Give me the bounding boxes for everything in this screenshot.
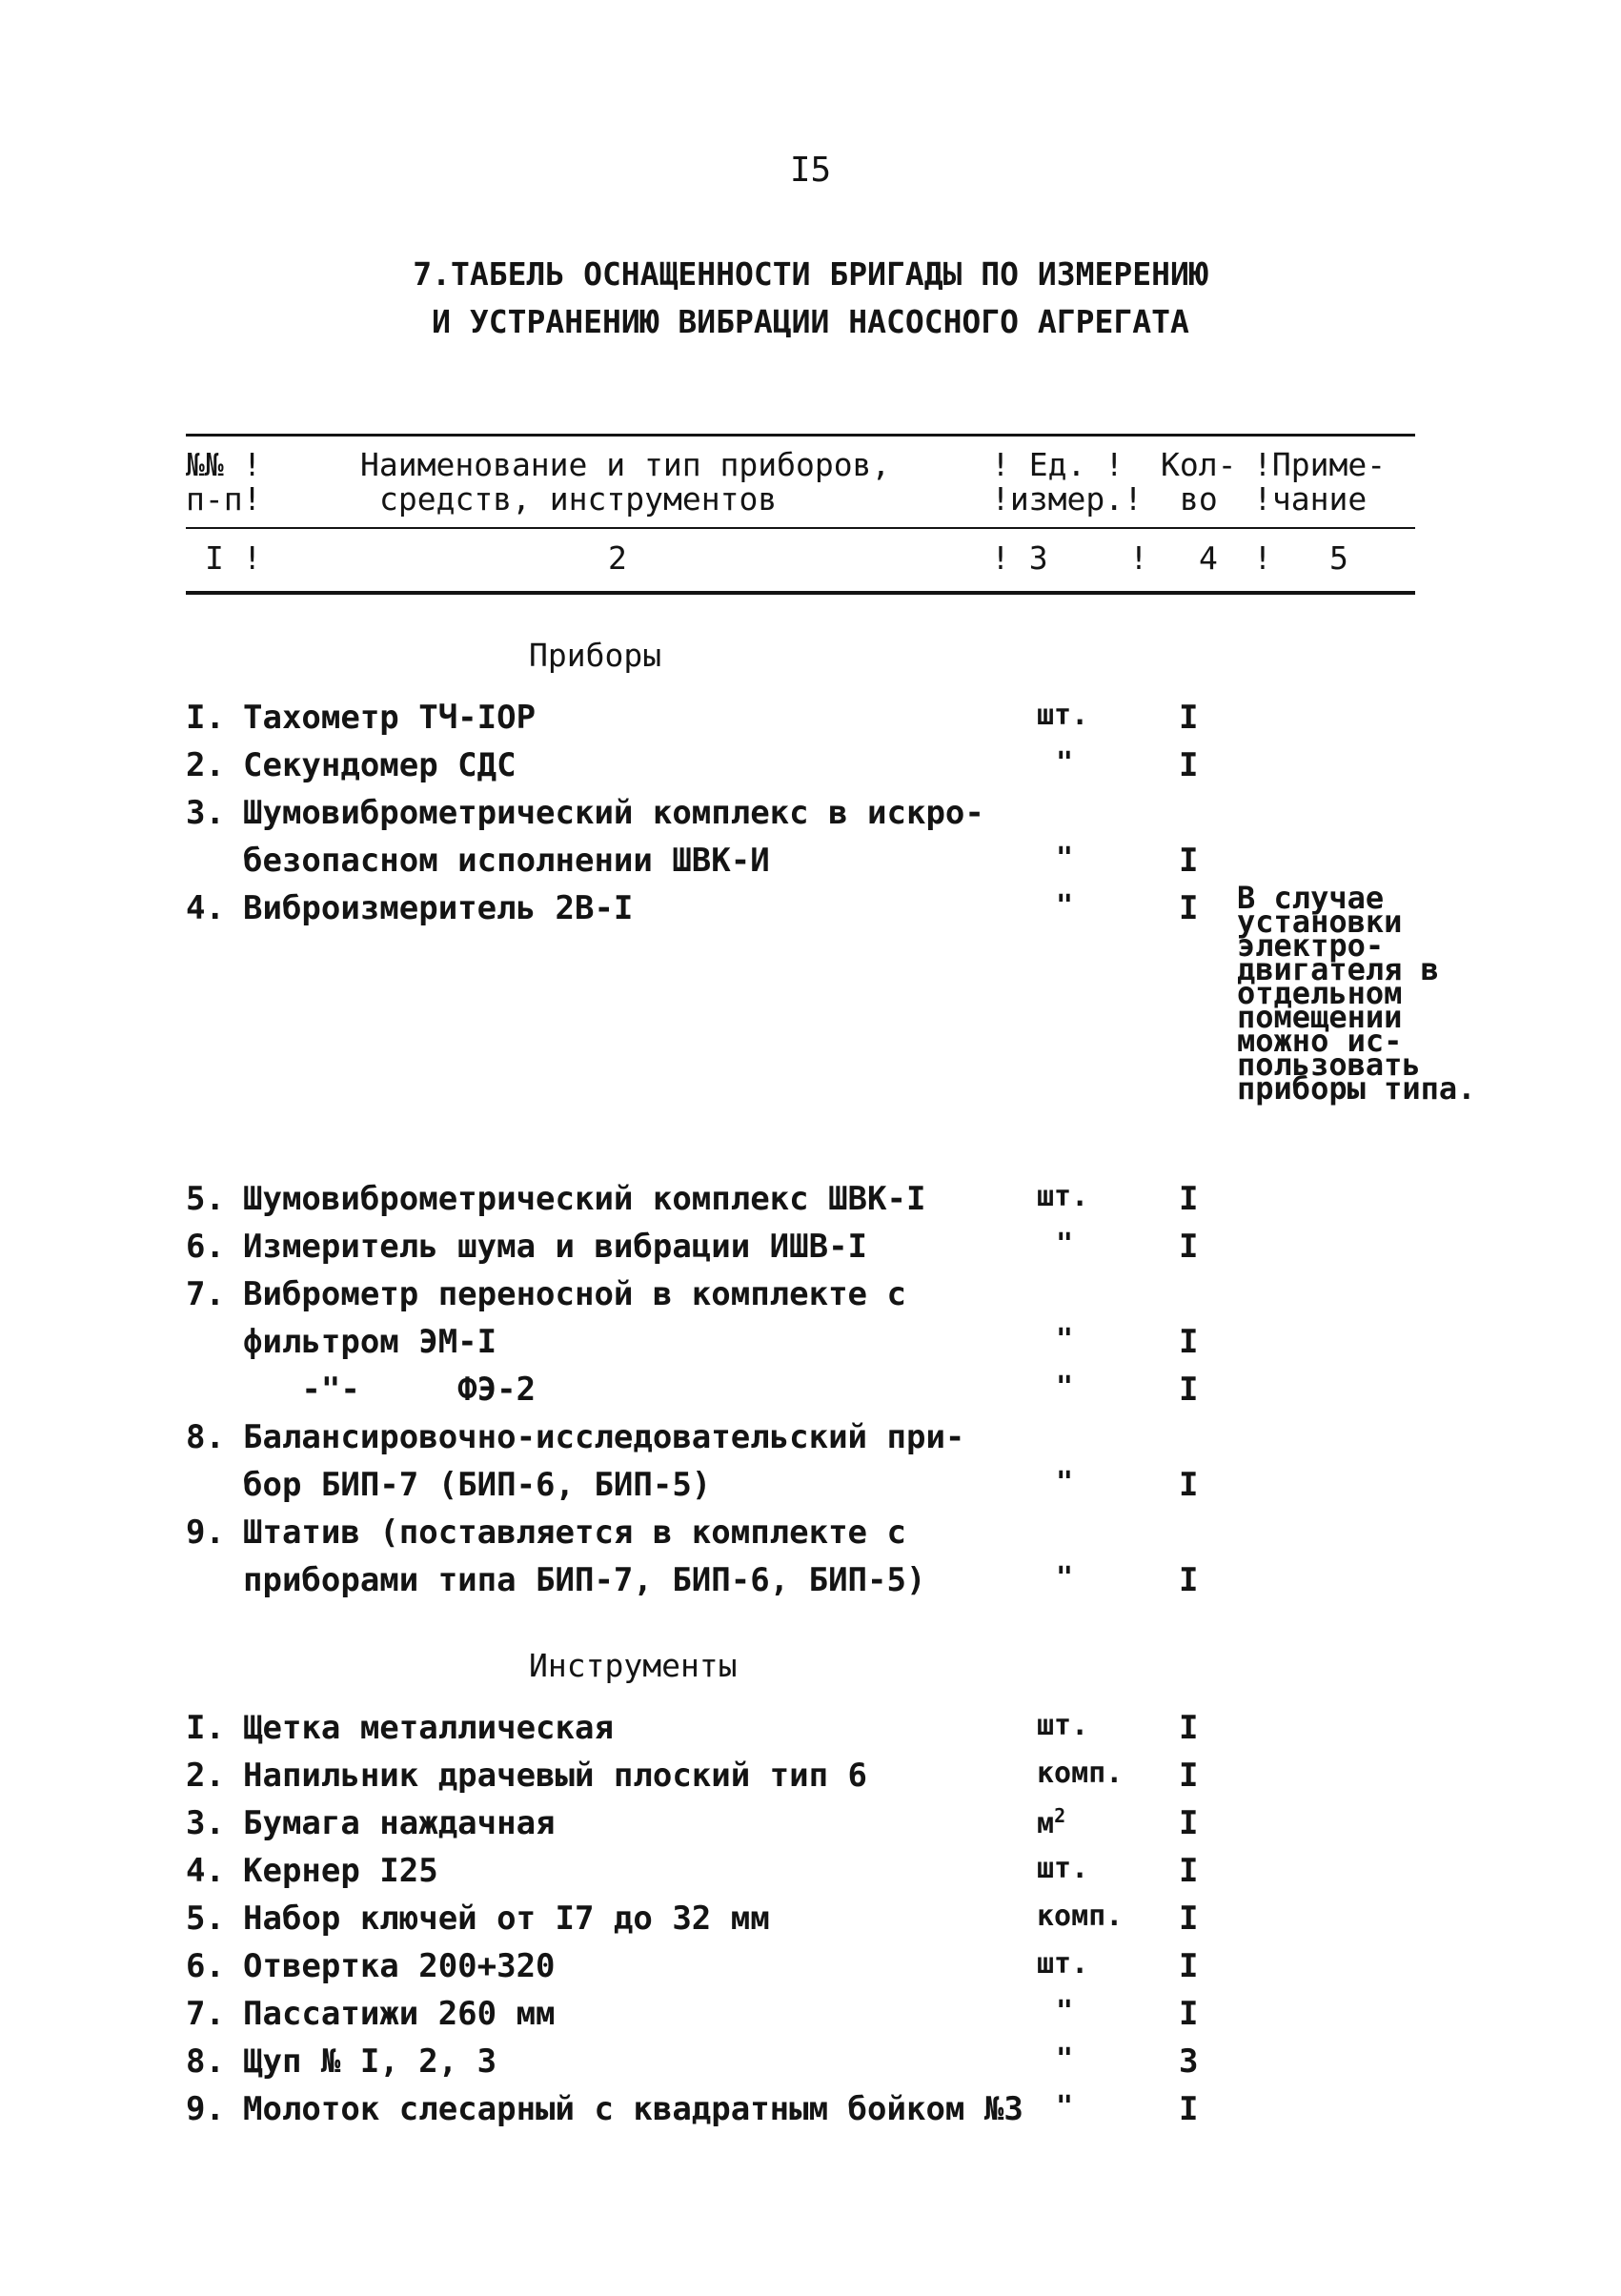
item-number: 7. bbox=[186, 1275, 225, 1313]
unit-base: м bbox=[1037, 1807, 1055, 1840]
item-name: Секундомер СДС bbox=[243, 746, 517, 784]
item-name: Напильник драчевый плоский тип 6 bbox=[243, 1757, 868, 1795]
table-row bbox=[0, 1418, 1621, 1466]
item-number: 4. bbox=[186, 1852, 225, 1890]
item-number: I. bbox=[186, 1709, 225, 1747]
item-unit: " bbox=[1056, 746, 1074, 780]
item-unit: " bbox=[1056, 1323, 1074, 1356]
item-name: Молоток слесарный с квадратным бойком №3 bbox=[243, 2090, 1023, 2128]
item-qty: I bbox=[1179, 1228, 1199, 1266]
item-unit: комп. bbox=[1037, 1900, 1124, 1933]
item-unit: " bbox=[1056, 1228, 1074, 1261]
item-name: безопасном исполнении ШВК-И bbox=[243, 842, 770, 880]
item-name: бор БИП-7 (БИП-6, БИП-5) bbox=[243, 1466, 712, 1504]
item-name: Пассатижи 260 мм bbox=[243, 1995, 556, 2033]
item-qty: I bbox=[1179, 1709, 1199, 1747]
item-qty: I bbox=[1179, 746, 1199, 784]
item-note: В случае установки электро-двигателя в отдельном помещении можно ис-пользовать приборы типа. bbox=[1237, 880, 1476, 1107]
header-col3-line1: ! Ед. ! bbox=[991, 446, 1125, 483]
table-row bbox=[0, 1852, 1621, 1900]
header-separator-4: ! bbox=[1129, 539, 1148, 577]
header-number-2: 2 bbox=[608, 539, 627, 577]
item-name: приборами типа БИП-7, БИП-6, БИП-5) bbox=[243, 1561, 926, 1599]
item-unit: шт. bbox=[1037, 1709, 1089, 1742]
table-row bbox=[0, 1900, 1621, 1947]
header-col4-line2: во bbox=[1180, 480, 1218, 518]
item-unit: " bbox=[1056, 1466, 1074, 1499]
table-row bbox=[0, 1180, 1621, 1228]
item-unit: " bbox=[1056, 1371, 1074, 1404]
item-unit: шт. bbox=[1037, 1947, 1089, 1981]
item-number: 6. bbox=[186, 1947, 225, 1985]
item-unit: шт. bbox=[1037, 1852, 1089, 1885]
item-name: Измеритель шума и вибрации ИШВ-I bbox=[243, 1228, 868, 1266]
header-col3-line2: !измер.! bbox=[991, 480, 1143, 518]
table-row bbox=[0, 794, 1621, 842]
item-name: Виброметр переносной в комплекте с bbox=[243, 1275, 906, 1313]
header-separator-5: ! bbox=[1253, 539, 1272, 577]
table-row bbox=[0, 1947, 1621, 1995]
item-qty: I bbox=[1179, 1561, 1199, 1599]
item-unit: " bbox=[1056, 2042, 1074, 2076]
header-col1-line2: п-п! bbox=[186, 480, 262, 518]
item-number: 9. bbox=[186, 1514, 225, 1552]
item-qty: I bbox=[1179, 1995, 1199, 2033]
item-qty: I bbox=[1179, 1371, 1199, 1409]
item-number: 8. bbox=[186, 1418, 225, 1456]
item-name: -"- ФЭ-2 bbox=[243, 1371, 537, 1409]
item-unit: шт. bbox=[1037, 699, 1089, 732]
table-row bbox=[0, 1995, 1621, 2042]
item-name: Балансировочно-исследовательский при- bbox=[243, 1418, 965, 1456]
item-qty: I bbox=[1179, 1852, 1199, 1890]
item-unit: " bbox=[1056, 1995, 1074, 2028]
item-name: Набор ключей от I7 до 32 мм bbox=[243, 1900, 770, 1938]
item-name: Щуп № I, 2, 3 bbox=[243, 2042, 497, 2081]
item-qty: I bbox=[1179, 1323, 1199, 1361]
item-name: Тахометр ТЧ-IOP bbox=[243, 699, 537, 737]
item-name: Штатив (поставляется в комплекте с bbox=[243, 1514, 906, 1552]
item-name: Шумовиброметрический комплекс ШВК-I bbox=[243, 1180, 926, 1218]
item-qty: I bbox=[1179, 1180, 1199, 1218]
header-number-3: ! 3 bbox=[991, 539, 1048, 577]
table-row bbox=[0, 1466, 1621, 1514]
header-col5-line2: !чание bbox=[1253, 480, 1368, 518]
item-number: 3. bbox=[186, 794, 225, 832]
table-title-line-1: 7.ТАБЕЛЬ ОСНАЩЕННОСТИ БРИГАДЫ ПО ИЗМЕРЕНИЮ bbox=[413, 255, 1208, 293]
item-number: 5. bbox=[186, 1900, 225, 1938]
item-number: 6. bbox=[186, 1228, 225, 1266]
header-col5-line1: !Приме- bbox=[1253, 446, 1387, 483]
table-row bbox=[0, 2042, 1621, 2090]
table-row bbox=[0, 1757, 1621, 1804]
section-tools-title: Инструменты bbox=[529, 1647, 738, 1684]
item-qty: I bbox=[1179, 1757, 1199, 1795]
item-qty: I bbox=[1179, 2090, 1199, 2128]
item-name: Шумовиброметрический комплекс в искро- bbox=[243, 794, 984, 832]
header-number-1: I ! bbox=[205, 539, 262, 577]
item-number: 2. bbox=[186, 1757, 225, 1795]
header-number-4: 4 bbox=[1199, 539, 1218, 577]
item-number: 3. bbox=[186, 1804, 225, 1842]
table-row bbox=[0, 1514, 1621, 1561]
item-qty: I bbox=[1179, 699, 1199, 737]
item-name: фильтром ЭМ-I bbox=[243, 1323, 497, 1361]
item-name: Виброизмеритель 2В-I bbox=[243, 889, 634, 927]
item-qty: I bbox=[1179, 842, 1199, 880]
table-row bbox=[0, 1561, 1621, 1609]
item-number: 4. bbox=[186, 889, 225, 927]
header-bottom-rule bbox=[186, 591, 1415, 595]
table-row bbox=[0, 1371, 1621, 1418]
table-row bbox=[0, 746, 1621, 794]
header-mid-rule bbox=[186, 527, 1415, 529]
header-col1-line1: №№ ! bbox=[186, 446, 262, 483]
item-number: 8. bbox=[186, 2042, 225, 2081]
item-number: 2. bbox=[186, 746, 225, 784]
table-row bbox=[0, 2090, 1621, 2138]
header-col4-line1: Кол- bbox=[1161, 446, 1237, 483]
item-qty: I bbox=[1179, 889, 1199, 927]
item-number: I. bbox=[186, 699, 225, 737]
item-unit: " bbox=[1056, 889, 1074, 923]
section-instruments-title: Приборы bbox=[529, 637, 662, 674]
header-number-5: 5 bbox=[1329, 539, 1348, 577]
item-qty: 3 bbox=[1179, 2042, 1199, 2081]
item-name: Бумага наждачная bbox=[243, 1804, 556, 1842]
table-row bbox=[0, 1709, 1621, 1757]
unit-exponent: 2 bbox=[1054, 1804, 1066, 1827]
item-unit: " bbox=[1056, 2090, 1074, 2123]
item-unit: комп. bbox=[1037, 1757, 1124, 1790]
item-unit: " bbox=[1056, 842, 1074, 875]
item-name: Отвертка 200+320 bbox=[243, 1947, 556, 1985]
header-top-rule bbox=[186, 434, 1415, 437]
item-number: 7. bbox=[186, 1995, 225, 2033]
page-number: I5 bbox=[789, 151, 832, 190]
header-col2-line1: Наименование и тип приборов, bbox=[360, 446, 891, 483]
table-row bbox=[0, 1804, 1621, 1852]
table-row bbox=[0, 699, 1621, 746]
item-unit: шт. bbox=[1037, 1180, 1089, 1213]
table-row bbox=[0, 1275, 1621, 1323]
item-qty: I bbox=[1179, 1804, 1199, 1842]
header-col2-line2: средств, инструментов bbox=[379, 480, 778, 518]
item-unit bbox=[1037, 1804, 1065, 1840]
item-number: 5. bbox=[186, 1180, 225, 1218]
item-qty: I bbox=[1179, 1947, 1199, 1985]
item-unit: " bbox=[1056, 1561, 1074, 1595]
table-title-line-2: И УСТРАНЕНИЮ ВИБРАЦИИ НАСОСНОГО АГРЕГАТА bbox=[432, 303, 1189, 340]
table-row bbox=[0, 1228, 1621, 1275]
item-name: Щетка металлическая bbox=[243, 1709, 614, 1747]
item-number: 9. bbox=[186, 2090, 225, 2128]
table-row bbox=[0, 1323, 1621, 1371]
item-name: Кернер I25 bbox=[243, 1852, 438, 1890]
item-qty: I bbox=[1179, 1466, 1199, 1504]
item-qty: I bbox=[1179, 1900, 1199, 1938]
